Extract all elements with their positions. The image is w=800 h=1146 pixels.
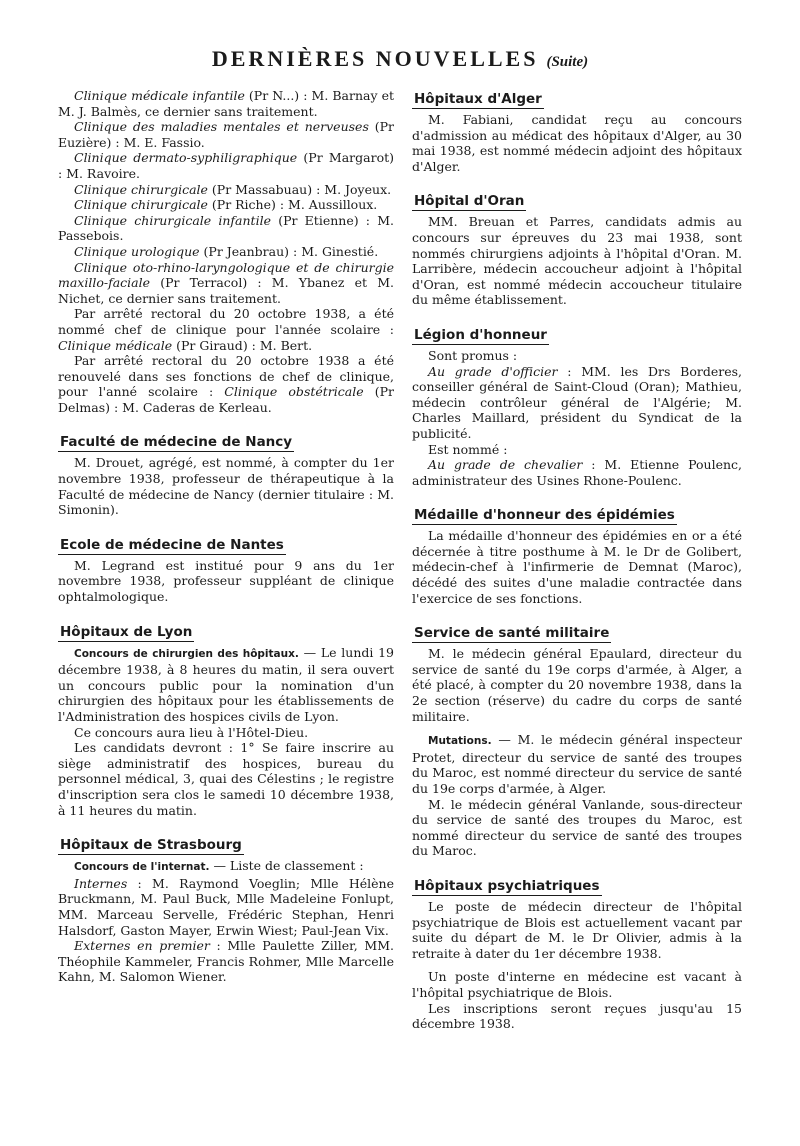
alger-paragraph: M. Fabiani, candidat reçu au concours d'admission au médicat des hôpitaux d'Alger, au 30 mai 1938, est nommé médecin adjoint des hôpitaux d'Alger. [412,112,742,174]
militaire-paragraph: M. le médecin général Vanlande, sous-directeur du service de santé des troupes du Maroc, est nommé directeur du service de santé des troupes du Maroc. [412,796,742,859]
nantes-paragraph: M. Legrand est institué pour 9 ans du 1er novembre 1938, professeur suppléant de clinique ophtalmologique. [58,557,394,605]
clinique-item: Clinique dermato-syphiligraphique (Pr Margarot) : M. Ravoire. [58,150,395,181]
arrete-paragraph: Par arrêté rectoral du 20 octobre 1938, a été nommé chef de clinique pour l'année scolaire : Clinique médicale (Pr Giraud) : M. Bert. [58,306,394,353]
clinique-item: Clinique chirurgicale (Pr Riche) : M. Aussilloux. [74,197,378,213]
clinique-item: Clinique chirurgicale (Pr Massabuau) : M. Joyeux. [74,181,392,197]
medaille-paragraph: La médaille d'honneur des épidémies en or a été décernée à titre posthume à M. le Dr de Golibert, médecin-chef à l'infirmerie de Demnat (Maroc), décédé des suites d'une maladie contractée dans l'exercice de ses fonctions. [412,528,742,606]
section-heading-lyon: Hôpitaux de Lyon [60,623,193,640]
section-heading-oran: Hôpital d'Oran [414,193,525,210]
legion-officier: Au grade d'officier : MM. les Drs Borderes, conseiller général de Saint-Cloud (Oran); Mathieu, médecin contrôleur général de l'Algérie; M. Charles Maillard, président du Syndicat de la publicité. [412,363,742,441]
section-heading-medaille: Médaille d'honneur des épidémies [414,507,675,524]
section-heading-nancy: Faculté de médecine de Nancy [60,434,293,451]
clinique-item: Clinique chirurgicale infantile (Pr Etienne) : M. Passebois. [58,212,395,244]
oran-paragraph: MM. Breuan et Parres, candidats admis au concours sur épreuves du 23 mai 1938, sont nommés chirurgiens adjoints à l'hôpital d'Oran. M. Larribère, médecin accoucheur adjoint à l'hôpital d'Oran, est nommé médecin accoucheur titulaire du même établissement. [412,214,742,308]
section-heading-nantes: Ecole de médecine de Nantes [60,536,284,553]
militaire-mutations: Mutations. — M. le médecin général inspecteur Protet, directeur du service de santé des troupes du Maroc, est nommé directeur du service de santé du 19e corps d'armée, à Alger. [412,732,742,796]
section-heading-legion: Légion d'honneur [414,326,547,343]
clinique-item: Clinique médicale infantile (Pr N...) : M. Barnay et M. J. Balmès, ce dernier sans traitement. [58,88,394,119]
legion-chevalier: Au grade de chevalier : M. Etienne Poulenc, administrateur des Usines Rhone-Poulenc. [412,457,742,488]
page-title [0,46,800,72]
legion-promus: Sont promus : [428,347,518,363]
strasbourg-internes: Internes : M. Raymond Voeglin; Mlle Hélène Bruckmann, M. Paul Buck, Mlle Madeleine Fonlupt, MM. Marceau Servelle, Frédéric Stephan, Henri Halsdorf, Gaston Mayer, Erwin Wiest; Paul-Jean Vix. [58,875,394,938]
strasbourg-externes: Externes en premier : Mlle Paulette Ziller, MM. Théophile Kammeler, Francis Rohmer, Mlle Marcelle Kahn, M. Salomon Wiener. [58,938,394,985]
clinique-item: Clinique urologique (Pr Jeanbrau) : M. Ginestié. [74,243,379,259]
section-heading-alger: Hôpitaux d'Alger [414,91,542,107]
clinique-item: Clinique oto-rhino-laryngologique et de chirurgie maxillo-faciale (Pr Terracol) : M. Ybanez et M. Nichet, ce dernier sans traitement. [58,259,394,306]
title-suite: (Suite) [546,54,589,70]
nancy-paragraph: M. Drouet, agrégé, est nommé, à compter du 1er novembre 1938, professeur de thérapeutique à la Faculté de médecine de Nancy (dernier titulaire : M. Simonin). [58,455,394,518]
lyon-paragraph: Ce concours aura lieu à l'Hôtel-Dieu. [74,724,309,740]
psychiatriques-paragraph: Les inscriptions seront reçues jusqu'au 15 décembre 1938. [412,1000,742,1032]
lyon-paragraph: Concours de chirurgien des hôpitaux. — Le lundi 19 décembre 1938, à 8 heures du matin, il sera ouvert un concours public pour la nomination d'un chirurgien des hôpitaux pour les établissements de l'Administration des hospices civils de Lyon. [58,644,394,724]
militaire-paragraph: M. le médecin général Epaulard, directeur du service de santé du 19e corps d'armée, à Alger, a été placé, à compter du 20 novembre 1938, dans la 2e section (réserve) du cadre du corps de santé militaire. [412,646,742,724]
lyon-paragraph: Les candidats devront : 1° Se faire inscrire au siège administratif des hospices, bureau du personnel médical, 3, quai des Célestins ; le registre d'inscription sera clos le samedi 10 décembre 1938, à 11 heures du matin. [58,740,394,818]
psychiatriques-paragraph: Le poste de médecin directeur de l'hôpital psychiatrique de Blois est actuellement vacant par suite du départ de M. le Dr Olivier, admis à la retraite à dater du 1er décembre 1938. [412,898,742,961]
arrete-paragraph: Par arrêté rectoral du 20 octobre 1938 a été renouvelé dans ses fonctions de chef de clinique, pour l'anné scolaire : Clinique obstétricale (Pr Delmas) : M. Caderas de Kerleau. [58,353,394,415]
psychiatriques-paragraph: Un poste d'interne en médecine est vacant à l'hôpital psychiatrique de Blois. [412,969,742,1000]
title-text: DERNIÈRES NOUVELLES [211,46,539,71]
section-heading-psychiatriques: Hôpitaux psychiatriques [414,877,600,894]
left-column [58,88,394,985]
right-column [412,88,742,1032]
strasbourg-paragraph: Concours de l'internat. — Liste de classement : [74,858,364,874]
section-heading-militaire: Service de santé militaire [414,625,610,642]
clinique-item: Clinique des maladies mentales et nerveuses (Pr Euzière) : M. E. Fassio. [58,119,394,150]
legion-nomme: Est nommé : [428,441,508,457]
section-heading-strasbourg: Hôpitaux de Strasbourg [60,837,242,854]
